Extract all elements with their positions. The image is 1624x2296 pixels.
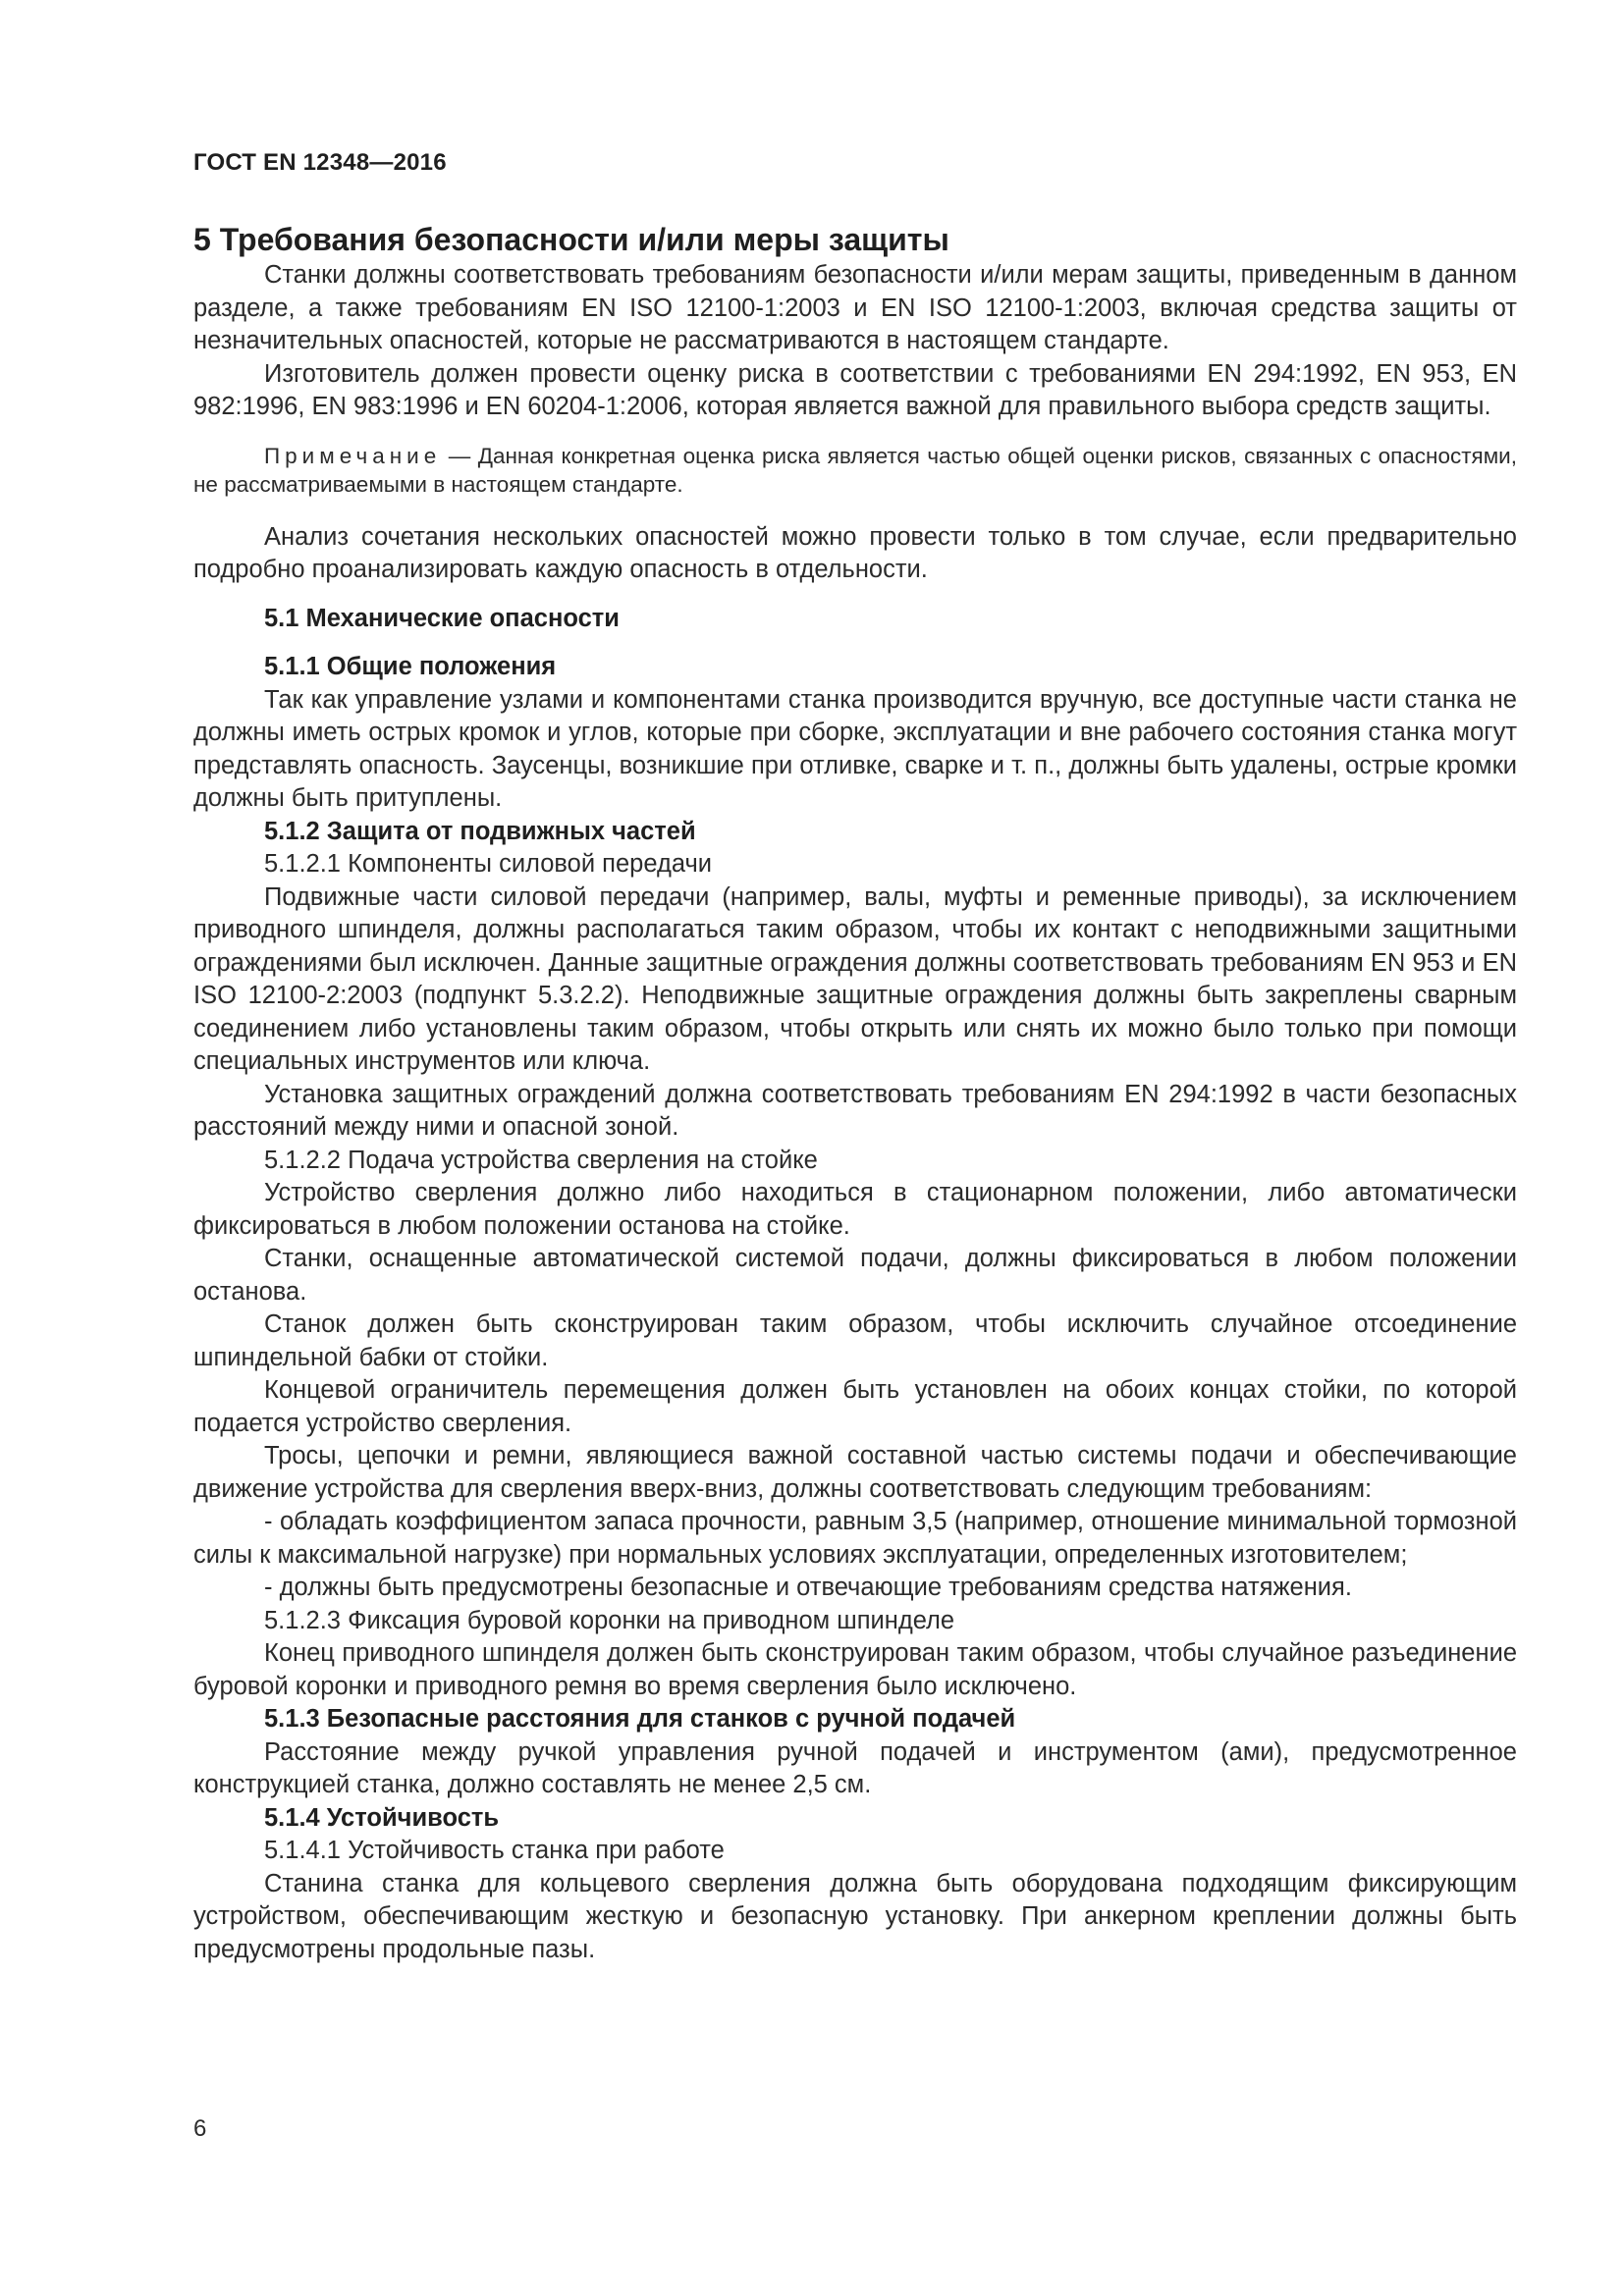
document-body (193, 220, 1517, 1966)
paragraph: Тросы, цепочки и ремни, являющиеся важной составной частью системы подачи и обеспечивающие движение устройства для сверления вверх-вниз, должны соответствовать следующим требованиям: (193, 1442, 1517, 1503)
section-5-1-4-title: 5.1.4 Устойчивость (264, 1803, 500, 1832)
paragraph: Подвижные части силовой передачи (например, валы, муфты и ременные приводы), за исключением приводного шпинделя, должны располагаться таким образом, чтобы их контакт с неподвижными защитными ограждениями был исключен. Данные защитные ограждения должны соответствовать требованиям EN 953 и EN ISO 12100-2:2003 (подпункт 5.3.2.2). Неподвижные защитные ограждения должны быть закреплены сварным соединением либо установлены таким образом, чтобы открыть или снять их можно было только при помощи специальных инструментов или ключа. (193, 882, 1517, 1075)
section-5-1-2-2-title: 5.1.2.2 Подача устройства сверления на стойке (264, 1146, 818, 1174)
note (193, 442, 1517, 500)
section-5-1-3-title: 5.1.3 Безопасные расстояния для станков с ручной подачей (264, 1705, 1016, 1733)
paragraph: Анализ сочетания нескольких опасностей можно провести только в том случае, если предварительно подробно проанализировать каждую опасность в отдельности. (193, 522, 1517, 583)
list-item: - обладать коэффициентом запаса прочности, равным 3,5 (например, отношение минимальной тормозной силы к максимальной нагрузке) при нормальных условиях эксплуатации, определенных изготовителем; (193, 1508, 1517, 1569)
section-5-1-2-3-title: 5.1.2.3 Фиксация буровой коронки на приводном шпинделе (264, 1606, 955, 1634)
list-item: - должны быть предусмотрены безопасные и отвечающие требованиям средства натяжения. (264, 1574, 1352, 1601)
paragraph: Расстояние между ручкой управления ручной подачей и инструментом (ами), предусмотренное конструкцией станка, должно составлять не менее 2,5 см. (193, 1737, 1517, 1798)
paragraph: Станок должен быть сконструирован таким образом, чтобы исключить случайное отсоединение шпиндельной бабки от стойки. (193, 1310, 1517, 1371)
document-header: ГОСТ EN 12348—2016 (193, 149, 447, 176)
page-number: 6 (193, 2115, 207, 2142)
section-5-1-2-title: 5.1.2 Защита от подвижных частей (264, 817, 696, 845)
section-5-1-4-1-title: 5.1.4.1 Устойчивость станка при работе (264, 1837, 725, 1864)
paragraph: Станки, оснащенные автоматической системой подачи, должны фиксироваться в любом положении останова. (193, 1245, 1517, 1306)
section-5-title: 5 Требования безопасности и/или меры защиты (193, 222, 949, 257)
note-text: — Данная конкретная оценка риска является частью общей оценки рисков, связанных с опасностями, не рассматриваемыми в настоящем стандарте. (193, 443, 1517, 497)
paragraph: Концевой ограничитель перемещения должен быть установлен на обоих концах стойки, по которой подается устройство сверления. (193, 1376, 1517, 1437)
paragraph: Конец приводного шпинделя должен быть сконструирован таким образом, чтобы случайное разъединение буровой коронки и приводного ремня во время сверления было исключено. (193, 1639, 1517, 1700)
paragraph: Устройство сверления должно либо находиться в стационарном положении, либо автоматически фиксироваться в любом положении останова на стойке. (193, 1179, 1517, 1240)
note-label: Примечание (264, 443, 442, 468)
paragraph: Изготовитель должен провести оценку риска в соответствии с требованиями EN 294:1992, EN 953, EN 982:1996, EN 983:1996 и EN 60204-1:2006, которая является важной для правильного выбора средств защиты. (193, 359, 1517, 420)
section-5-1-1-title: 5.1.1 Общие положения (264, 653, 557, 680)
paragraph: Так как управление узлами и компонентами станка производится вручную, все доступные части станка не должны иметь острых кромок и углов, которые при сборке, эксплуатации и вне рабочего состояния станка могут представлять опасность. Заусенцы, возникшие при отливке, сварке и т. п., должны быть удалены, острые кромки должны быть притуплены. (193, 685, 1517, 812)
paragraph: Станина станка для кольцевого сверления должна быть оборудована подходящим фиксирующим устройством, обеспечивающим жесткую и безопасную установку. При анкерном креплении должны быть предусмотрены продольные пазы. (193, 1869, 1517, 1963)
section-5-1-title: 5.1 Механические опасности (264, 604, 620, 632)
paragraph: Установка защитных ограждений должна соответствовать требованиям EN 294:1992 в части безопасных расстояний между ними и опасной зоной. (193, 1080, 1517, 1141)
section-5-1-2-1-title: 5.1.2.1 Компоненты силовой передачи (264, 850, 712, 878)
paragraph: Станки должны соответствовать требованиям безопасности и/или мерам защиты, приведенным в данном разделе, а также требованиям EN ISO 12100-1:2003 и EN ISO 12100-1:2003, включая средства защиты от незначительных опасностей, которые не рассматриваются в настоящем стандарте. (193, 261, 1517, 354)
